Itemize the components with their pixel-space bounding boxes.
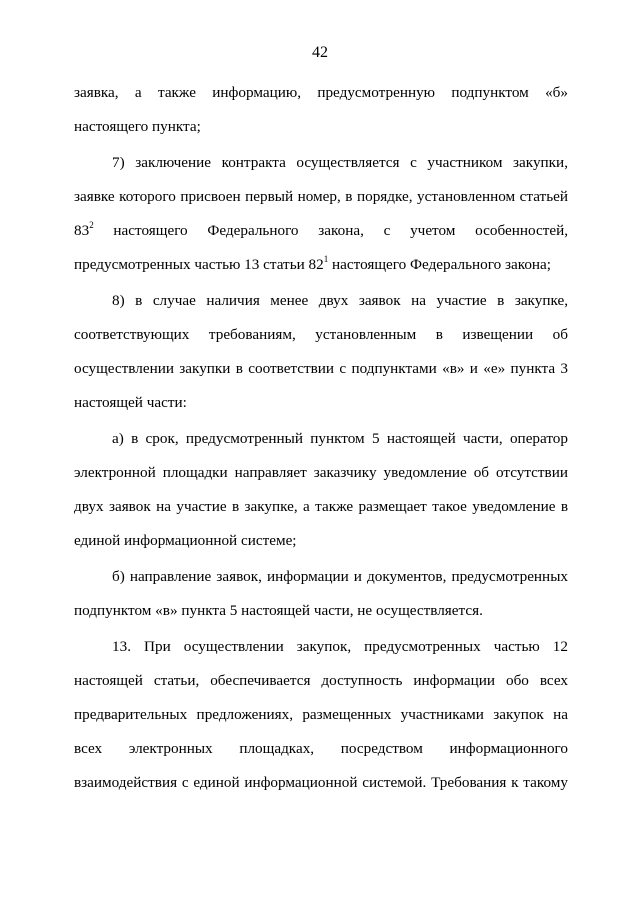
- text-line: осуществлении закупки в соответствии с подпунктами «в» и «е» пункта 3: [74, 360, 568, 377]
- text-line: б) направление заявок, информации и документов, предусмотренных: [112, 568, 568, 585]
- text-segment: настоящего Федерального закона;: [328, 256, 552, 273]
- text-segment: предусмотренных частью 13 статьи 82: [74, 256, 324, 273]
- page-number: 42: [312, 44, 328, 61]
- text-line: подпунктом «в» пункта 5 настоящей части, не осуществляется.: [74, 602, 483, 619]
- text-line: настоящей части:: [74, 394, 187, 411]
- text-line: настоящего пункта;: [74, 118, 201, 135]
- text-line: всех электронных площадках, посредством информационного: [74, 740, 568, 757]
- text-line: электронной площадки направляет заказчику уведомление об отсутствии: [74, 464, 568, 481]
- superscript: 1: [323, 254, 329, 264]
- text-line: предварительных предложениях, размещенных участниками закупок на: [74, 706, 568, 723]
- text-line: 13. При осуществлении закупок, предусмотренных частью 12: [112, 638, 568, 655]
- text-line: взаимодействия с единой информационной системой. Требования к такому: [74, 774, 568, 791]
- text-line: заявка, а также информацию, предусмотренную подпунктом «б»: [74, 84, 568, 101]
- text-line: настоящей статьи, обеспечивается доступность информации обо всех: [74, 672, 568, 689]
- text-line: [74, 256, 568, 274]
- text-line: единой информационной системе;: [74, 532, 297, 549]
- text-segment: настоящего Федерального закона, с учетом особенностей,: [93, 222, 568, 239]
- text-line: двух заявок на участие в закупке, а также размещает такое уведомление в: [74, 498, 568, 515]
- superscript: 2: [89, 220, 94, 230]
- text-line: заявке которого присвоен первый номер, в порядке, установленном статьей: [74, 188, 568, 205]
- text-line: [74, 222, 568, 240]
- text-line: а) в срок, предусмотренный пунктом 5 настоящей части, оператор: [112, 430, 568, 447]
- text-line: соответствующих требованиям, установленным в извещении об: [74, 326, 568, 343]
- text-line: 7) заключение контракта осуществляется с участником закупки,: [112, 154, 568, 171]
- text-segment: 83: [74, 222, 90, 239]
- text-line: 8) в случае наличия менее двух заявок на участие в закупке,: [112, 292, 568, 309]
